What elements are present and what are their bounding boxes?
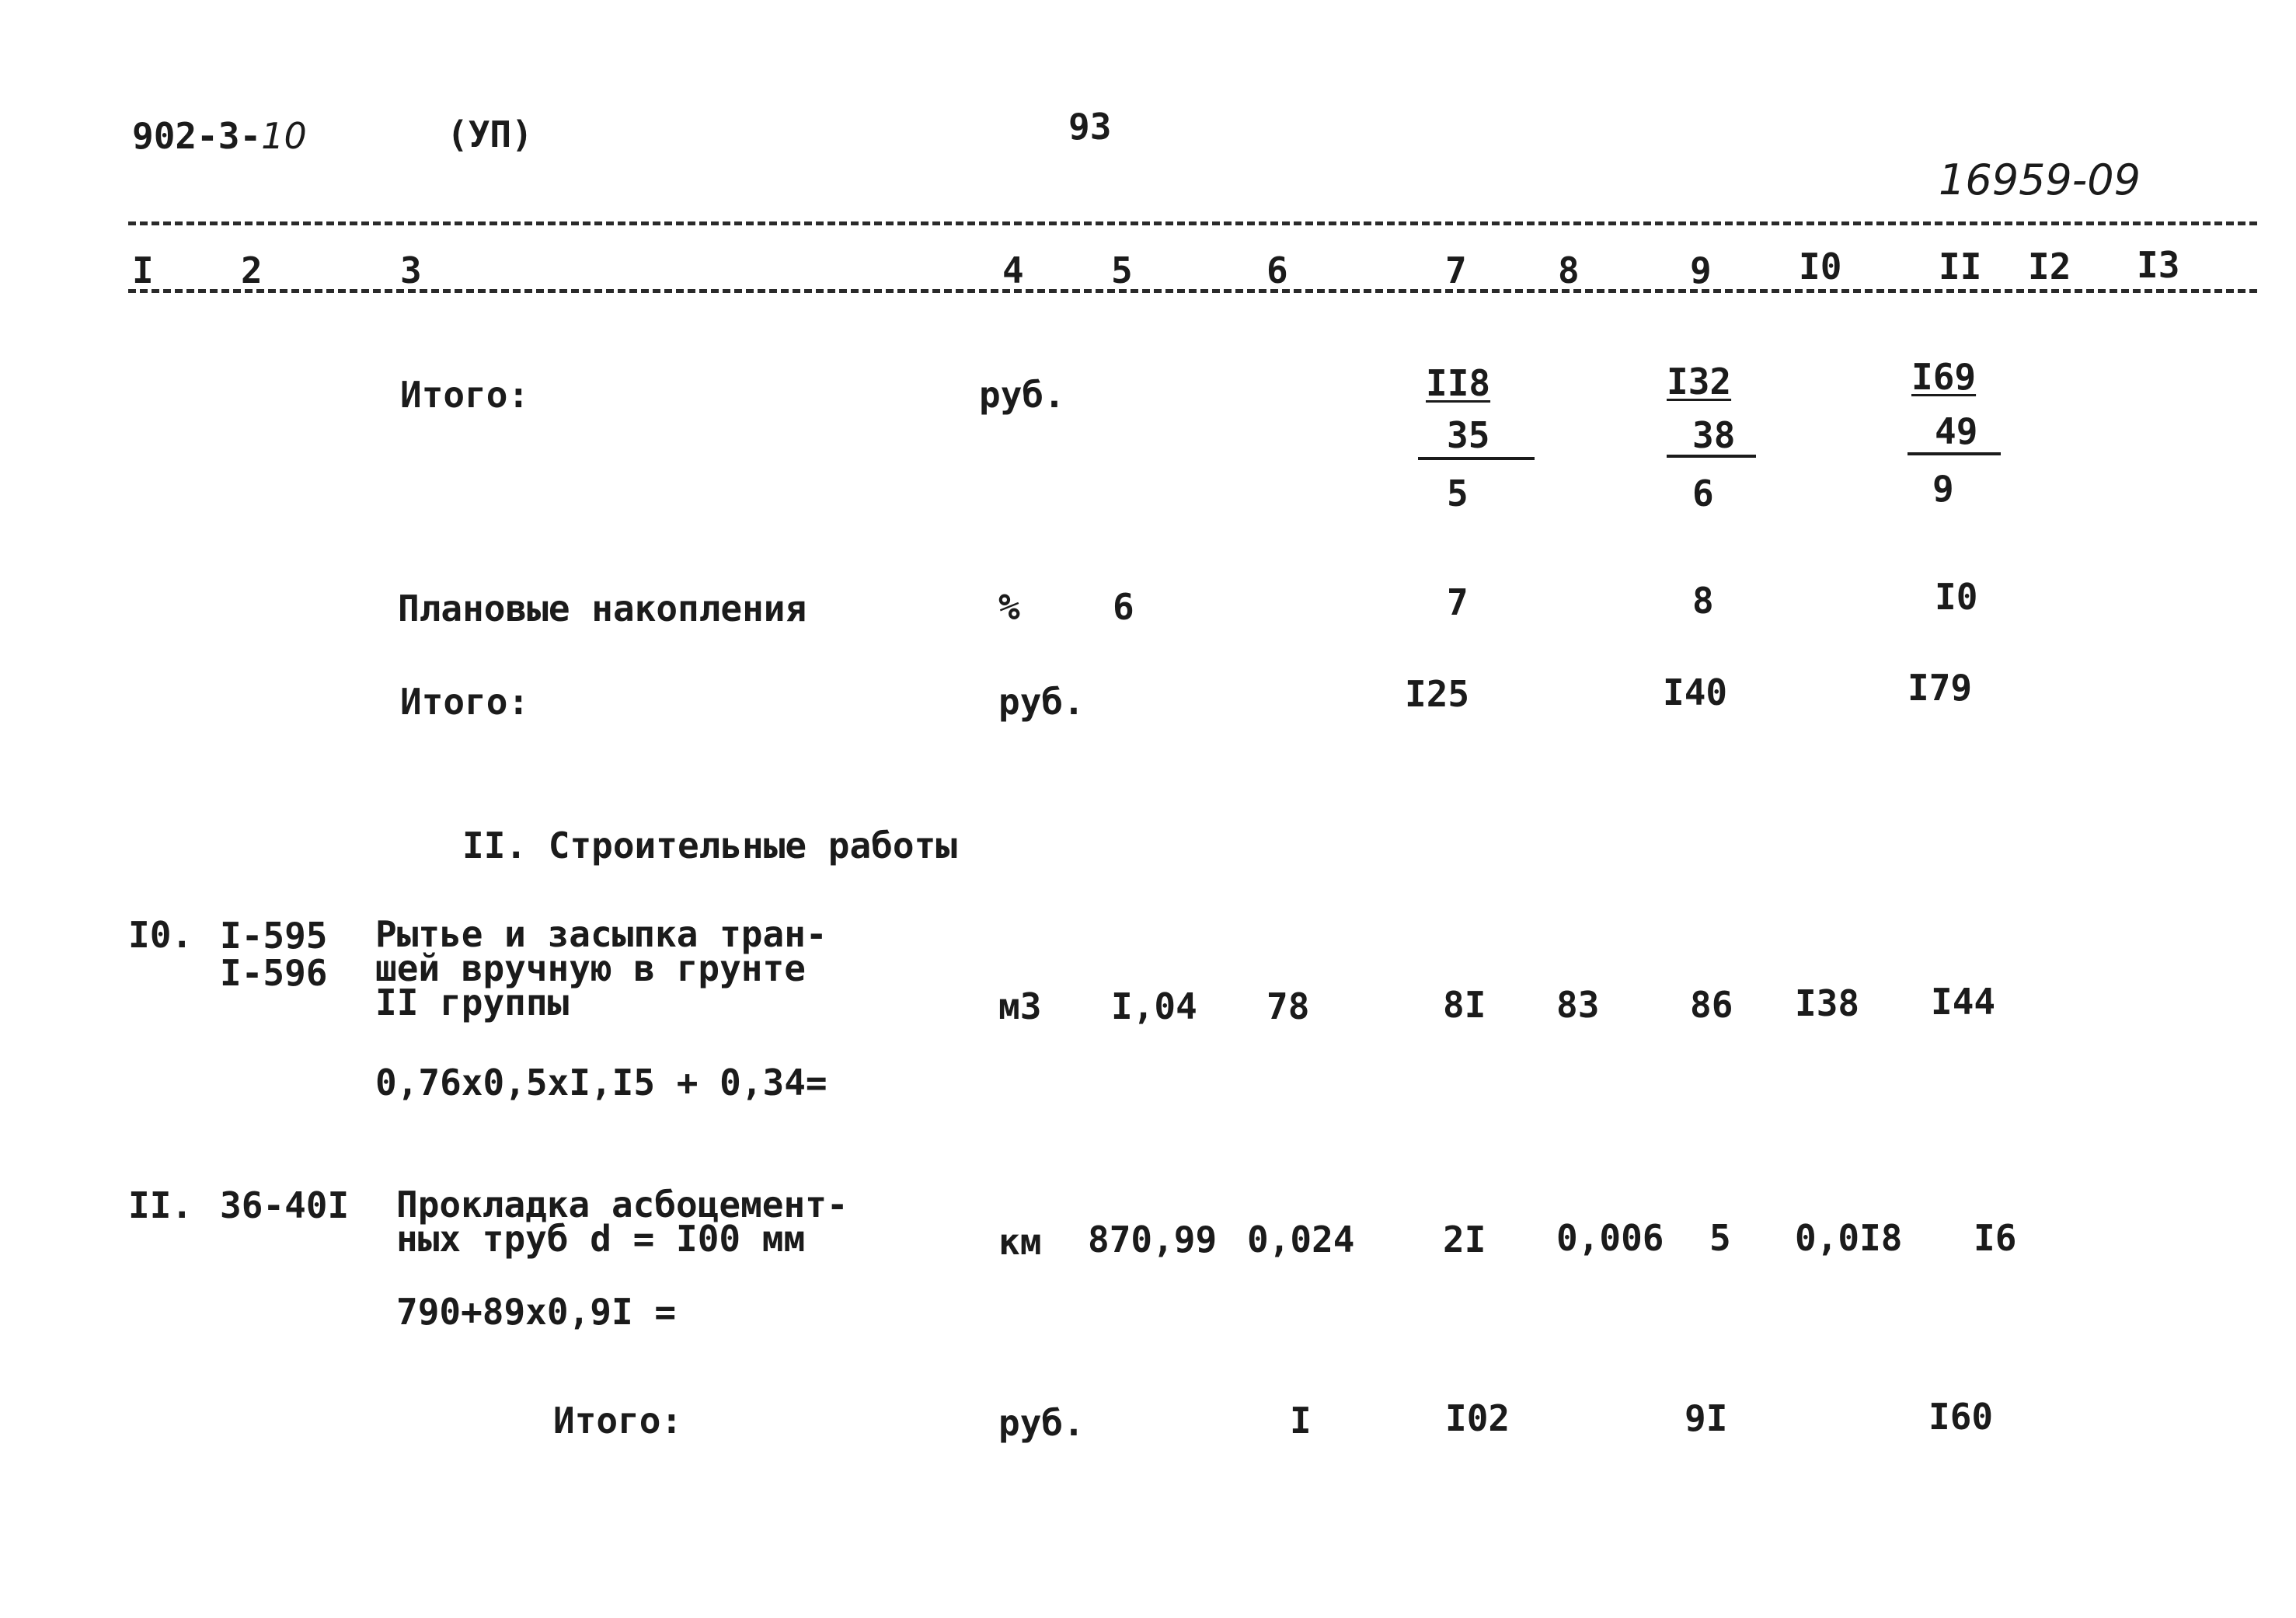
total-label: Итого: bbox=[400, 681, 530, 723]
total-col9-line2: 38 bbox=[1692, 414, 1736, 456]
row-unit: м3 bbox=[998, 985, 1042, 1027]
header-rule-bottom bbox=[128, 289, 2257, 293]
planned-col5: 6 bbox=[1113, 586, 1134, 628]
planned-col9: 8 bbox=[1692, 580, 1714, 622]
row-col9: 86 bbox=[1690, 984, 1733, 1026]
column-number: 5 bbox=[1111, 249, 1133, 291]
header-rule-top bbox=[128, 221, 2257, 225]
total-unit: руб. bbox=[998, 1402, 1085, 1444]
planned-unit: % bbox=[998, 586, 1020, 628]
row-description bbox=[375, 913, 827, 1023]
row-description-line: ных труб d = I00 мм bbox=[396, 1218, 806, 1260]
row-col8: 0,006 bbox=[1556, 1217, 1664, 1259]
column-number: 2 bbox=[241, 249, 263, 291]
total-col9-line1: I32 bbox=[1667, 361, 1732, 403]
row-col9: 5 bbox=[1709, 1217, 1731, 1259]
column-number: 7 bbox=[1445, 249, 1467, 291]
row-col10: I38 bbox=[1795, 982, 1860, 1024]
page-number: 93 bbox=[1068, 106, 1112, 148]
document-code-suffix: 10 bbox=[261, 115, 307, 157]
planned-label: Плановые накопления bbox=[398, 588, 807, 629]
total3-col7: I02 bbox=[1445, 1397, 1510, 1439]
total-label: Итого: bbox=[553, 1400, 683, 1442]
column-number: I2 bbox=[2028, 246, 2071, 288]
total3-col9: 9I bbox=[1685, 1397, 1728, 1439]
row-formula: 0,76x0,5xI,I5 + 0,34= bbox=[375, 1062, 827, 1104]
row-formula: 790+89x0,9I = bbox=[396, 1291, 677, 1333]
row-col5: 870,99 bbox=[1088, 1219, 1218, 1261]
fraction-bar bbox=[1667, 455, 1756, 458]
total-col7-line2: 35 bbox=[1447, 414, 1490, 456]
column-number: 3 bbox=[400, 249, 422, 291]
row-col7: 8I bbox=[1443, 984, 1486, 1026]
volume-label: (УП) bbox=[447, 113, 533, 155]
total2-col7: I25 bbox=[1405, 673, 1470, 715]
row-description bbox=[396, 1184, 848, 1260]
document-code-prefix: 902-3- bbox=[132, 115, 262, 157]
total-col7-line3: 5 bbox=[1447, 472, 1469, 514]
archive-number: 16959-09 bbox=[1939, 155, 2141, 204]
row-description-line: Прокладка асбоцемент- bbox=[396, 1184, 848, 1226]
column-number: I bbox=[132, 249, 154, 291]
section-title: II. Строительные работы bbox=[462, 825, 957, 867]
column-number: 9 bbox=[1690, 249, 1712, 291]
row-number: II. bbox=[128, 1184, 193, 1226]
column-number: I3 bbox=[2137, 244, 2180, 286]
column-number: 8 bbox=[1558, 249, 1580, 291]
row-col6: 0,024 bbox=[1247, 1219, 1355, 1261]
fraction-bar bbox=[1418, 457, 1535, 460]
total-col7-line1: II8 bbox=[1426, 362, 1491, 404]
row-description-line: II группы bbox=[375, 982, 570, 1023]
row-codes bbox=[220, 917, 327, 992]
planned-col7: 7 bbox=[1447, 581, 1469, 623]
fraction-bar bbox=[1908, 452, 2001, 455]
total-unit: руб. bbox=[979, 374, 1065, 416]
row-col10: 0,0I8 bbox=[1795, 1217, 1903, 1259]
row-number: I0. bbox=[128, 914, 193, 956]
planned-col11: I0 bbox=[1935, 576, 1978, 618]
total-col11-line1: I69 bbox=[1911, 356, 1977, 398]
row-code: I-595 bbox=[220, 915, 328, 957]
total-col11-line2: 49 bbox=[1935, 410, 1978, 452]
row-unit: км bbox=[998, 1221, 1042, 1263]
total-col11-line3: 9 bbox=[1932, 468, 1954, 510]
column-number: 4 bbox=[1002, 249, 1024, 291]
total3-col11: I60 bbox=[1928, 1396, 1994, 1438]
row-col5: I,04 bbox=[1111, 985, 1197, 1027]
row-col11: I6 bbox=[1974, 1217, 2017, 1259]
total-label: Итого: bbox=[400, 374, 530, 416]
row-description-line: шей вручную в грунте bbox=[375, 947, 806, 989]
document-code bbox=[132, 115, 307, 157]
row-col11: I44 bbox=[1931, 981, 1996, 1023]
row-code: I-596 bbox=[220, 952, 328, 994]
total3-col6: I bbox=[1290, 1400, 1312, 1442]
column-number: 6 bbox=[1266, 249, 1288, 291]
column-number: II bbox=[1939, 246, 1982, 288]
row-col8: 83 bbox=[1556, 984, 1600, 1026]
row-col6: 78 bbox=[1266, 985, 1310, 1027]
total2-col11: I79 bbox=[1908, 667, 1973, 709]
row-description-line: Рытье и засыпка тран- bbox=[375, 913, 827, 955]
total2-col9: I40 bbox=[1663, 671, 1728, 713]
total-unit: руб. bbox=[998, 681, 1085, 723]
row-code: 36-40I bbox=[220, 1184, 350, 1226]
column-number: I0 bbox=[1799, 246, 1842, 288]
total-col9-line3: 6 bbox=[1692, 472, 1714, 514]
row-col7: 2I bbox=[1443, 1219, 1486, 1261]
